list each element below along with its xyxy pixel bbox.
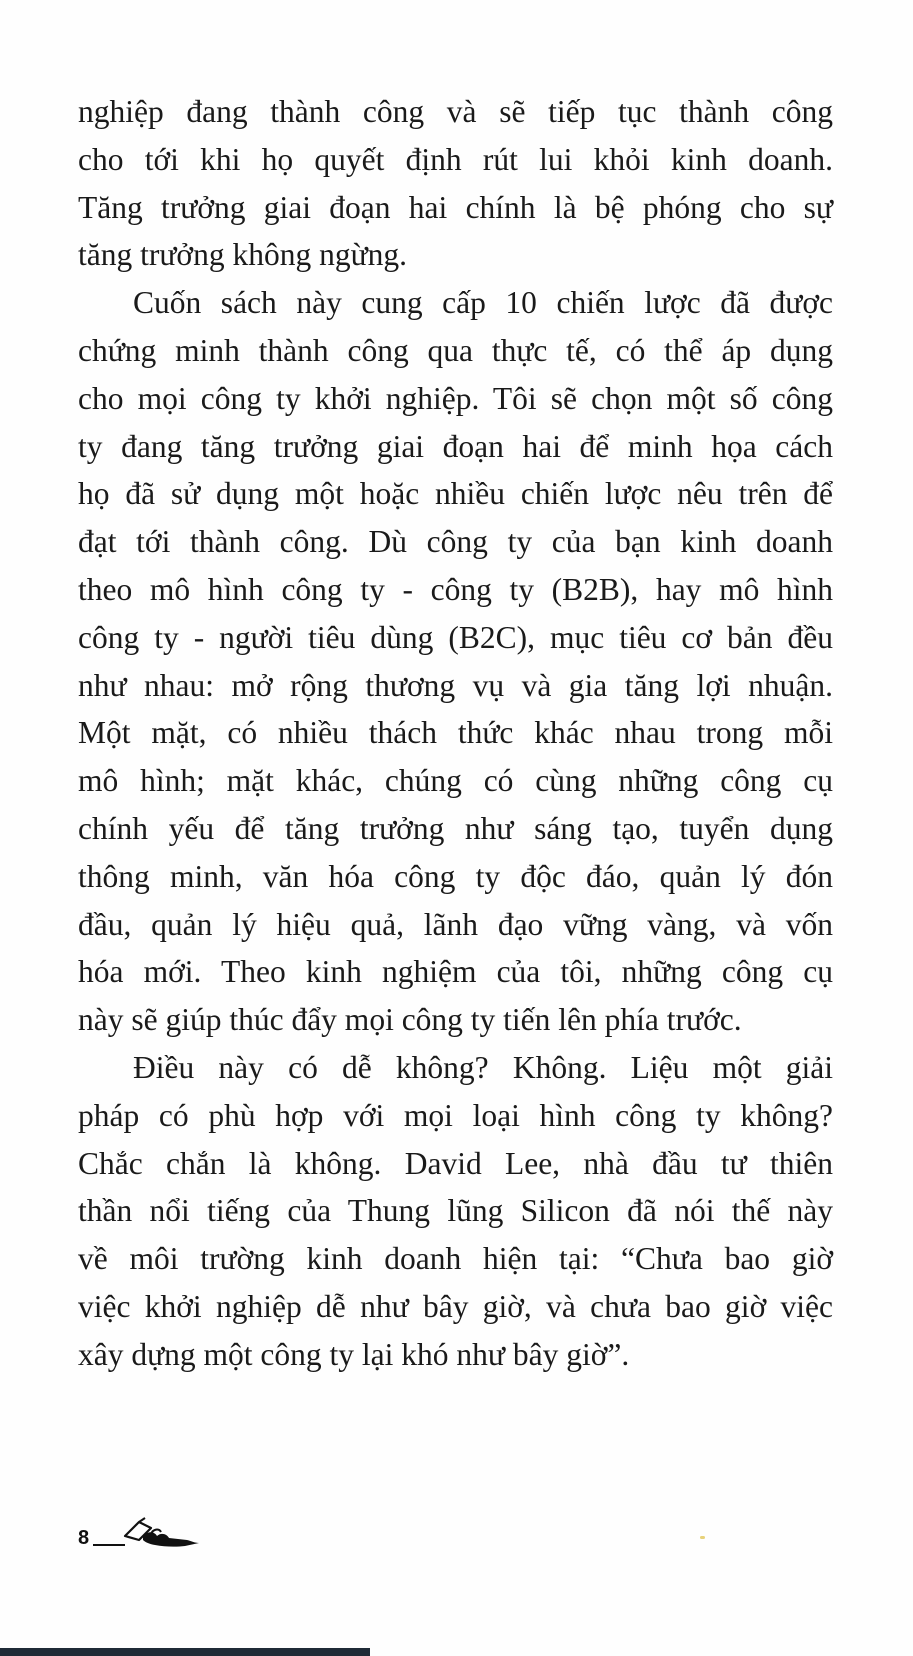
text-line: mô hình; mặt khác, chúng có cùng những công cụ bbox=[78, 763, 833, 799]
text-line: chính yếu để tăng trưởng như sáng tạo, tuyển dụng bbox=[78, 810, 833, 846]
text-line: cho mọi công ty khởi nghiệp. Tôi sẽ chọn một số công bbox=[78, 380, 833, 416]
text-line: cho tới khi họ quyết định rút lui khỏi kinh doanh. bbox=[78, 141, 833, 177]
page-footer bbox=[78, 1508, 203, 1548]
text-line: công ty - người tiêu dùng (B2C), mục tiêu cơ bản đều bbox=[78, 619, 833, 655]
text-line: nghiệp đang thành công và sẽ tiếp tục thành công bbox=[78, 94, 833, 129]
text-line: tăng trưởng không ngừng. bbox=[78, 237, 408, 273]
paragraph bbox=[78, 88, 833, 279]
hand-drawn-flourish-icon bbox=[91, 1510, 203, 1548]
text-line: hóa mới. Theo kinh nghiệm của tôi, những công cụ bbox=[78, 954, 833, 990]
text-line: pháp có phù hợp với mọi loại hình công ty không? bbox=[78, 1097, 833, 1133]
text-line: xây dựng một công ty lại khó như bây giờ”. bbox=[78, 1336, 630, 1372]
text-line: việc khởi nghiệp dễ như bây giờ, và chưa bao giờ việc bbox=[78, 1288, 833, 1324]
text-line: họ đã sử dụng một hoặc nhiều chiến lược nêu trên để bbox=[78, 476, 833, 512]
body-text bbox=[78, 88, 833, 1379]
text-line: chứng minh thành công qua thực tế, có thể áp dụng bbox=[78, 332, 833, 368]
text-line: Cuốn sách này cung cấp 10 chiến lược đã được bbox=[133, 285, 833, 321]
text-line: đầu, quản lý hiệu quả, lãnh đạo vững vàng, và vốn bbox=[78, 906, 833, 942]
text-line: ty đang tăng trưởng giai đoạn hai để minh họa cách bbox=[78, 428, 833, 464]
text-line: Chắc chắn là không. David Lee, nhà đầu tư thiên bbox=[78, 1145, 833, 1181]
paragraph bbox=[78, 279, 833, 1044]
text-line: thông minh, văn hóa công ty độc đáo, quản lý đón bbox=[78, 858, 833, 894]
text-line: về môi trường kinh doanh hiện tại: “Chưa bao giờ bbox=[78, 1241, 833, 1277]
scan-edge bbox=[0, 1648, 370, 1656]
text-line: như nhau: mở rộng thương vụ và gia tăng lợi nhuận. bbox=[78, 667, 833, 703]
text-line: Tăng trưởng giai đoạn hai chính là bệ phóng cho sự bbox=[78, 189, 833, 225]
paper-speck bbox=[700, 1536, 705, 1539]
text-line: theo mô hình công ty - công ty (B2B), hay mô hình bbox=[78, 571, 833, 607]
text-line: Điều này có dễ không? Không. Liệu một giải bbox=[133, 1049, 833, 1085]
paragraph bbox=[78, 1044, 833, 1379]
text-line: đạt tới thành công. Dù công ty của bạn kinh doanh bbox=[78, 524, 833, 560]
page-number: 8 bbox=[78, 1527, 90, 1549]
text-line: thần nổi tiếng của Thung lũng Silicon đã nói thế này bbox=[78, 1193, 833, 1229]
text-line: này sẽ giúp thúc đẩy mọi công ty tiến lên phía trước. bbox=[78, 1002, 742, 1038]
text-line: Một mặt, có nhiều thách thức khác nhau trong mỗi bbox=[78, 715, 833, 751]
